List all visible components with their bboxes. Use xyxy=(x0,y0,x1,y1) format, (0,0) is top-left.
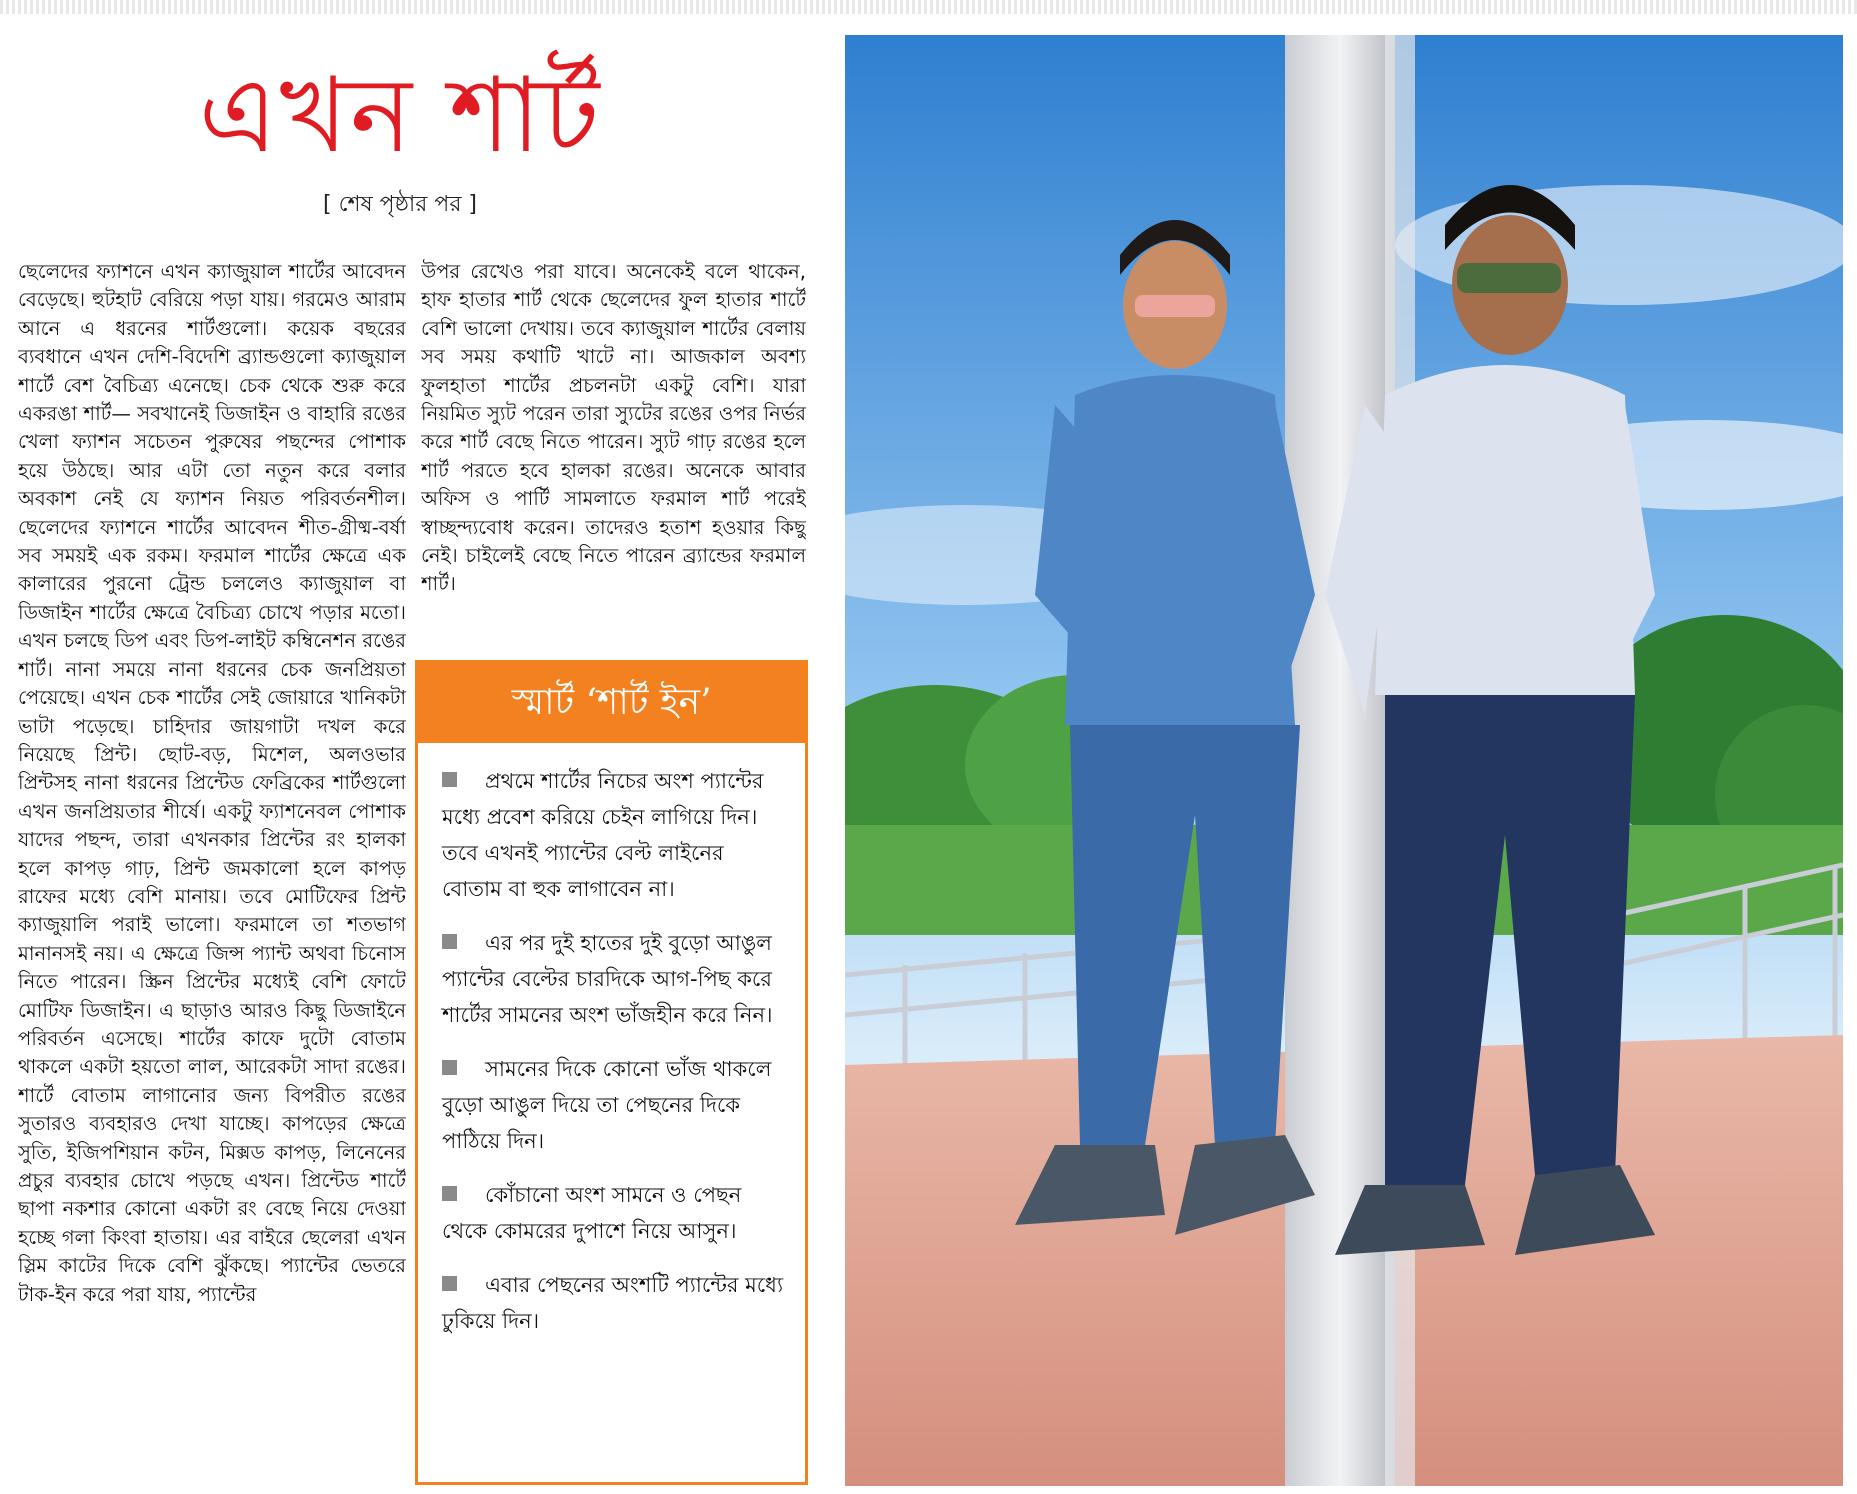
square-bullet-icon xyxy=(442,1186,457,1201)
tip-item xyxy=(440,1177,785,1249)
tip-item xyxy=(440,925,785,1033)
sidebar-title: স্মার্ট ‘শার্ট ইন’ xyxy=(418,663,805,743)
fashion-photo xyxy=(845,35,1843,1486)
square-bullet-icon xyxy=(442,934,457,949)
top-border-rule xyxy=(0,0,1857,14)
tip-text: এবার পেছনের অংশটি প্যান্টের মধ্যে ঢুকিয়ে দিন। xyxy=(442,1273,784,1333)
tips-list xyxy=(440,763,785,1357)
tip-item xyxy=(440,1051,785,1159)
square-bullet-icon xyxy=(442,1276,457,1291)
article-column-2: উপর রেখেও পরা যাবে। অনেকেই বলে থাকেন, হাফ হাতার শার্ট থেকে ছেলেদের ফুল হাতার শার্টে বেশি ভালো দেখায়। তবে ক্যাজুয়াল শার্টের বেলায় সব সময় কথাটি খাটে না। আজকাল অবশ্য ফুলহাতা শার্টের প্রচলনটা একটু বেশি। যারা নিয়মিত স্যুট পরেন তারা স্যুটের রঙের ওপর নির্ভর করে শার্ট বেছে নিতে পারেন। স্যুট গাঢ় রঙের হলে শার্ট পরতে হবে হালকা রঙের। অনেকে আবার অফিস ও পার্টি সামলাতে ফরমাল শার্ট পরেই স্বাচ্ছন্দ্যবোধ করেন। তাদেরও হতাশ হওয়ার কিছু নেই। চাইলেই বেছে নিতে পারেন ব্র্যান্ডের ফরমাল শার্ট। xyxy=(421,260,806,596)
tip-text: এর পর দুই হাতের দুই বুড়ো আঙুল প্যান্টের বেল্টের চারদিকে আগ-পিছ করে শার্টের সামনের অংশ ভাঁজহীন করে নিন। xyxy=(442,931,773,1027)
square-bullet-icon xyxy=(442,1060,457,1075)
lamp-post xyxy=(1285,35,1395,1486)
article-headline: এখন শার্ট xyxy=(198,54,602,176)
tip-text: সামনের দিকে কোনো ভাঁজ থাকলে বুড়ো আঙুল দিয়ে তা পেছনের দিকে পাঠিয়ে দিন। xyxy=(442,1057,772,1153)
article-column-1: ছেলেদের ফ্যাশনে এখন ক্যাজুয়াল শার্টের আবেদন বেড়েছে। হুটহাট বেরিয়ে পড়া যায়। গরমেও আরাম আনে এ ধরনের শার্টগুলো। কয়েক বছরের ব্যবধানে এখন দেশি-বিদেশি ব্র্যান্ডগুলো ক্যাজুয়াল শার্টে বেশ বৈচিত্র্য এনেছে। চেক থেকে শুরু করে একরঙা শার্ট— সবখানেই ডিজাইন ও বাহারি রঙের খেলা ফ্যাশন সচেতন পুরুষের পছন্দের পোশাক হয়ে উঠছে। আর এটা তো নতুন করে বলার অবকাশ নেই যে ফ্যাশন নিয়ত পরিবর্তনশীল। ছেলেদের ফ্যাশনে শার্টের আবেদন শীত-গ্রীষ্ম-বর্ষা সব সময়ই এক রকম। ফরমাল শার্টের ক্ষেত্রে এক কালারের পুরনো ট্রেন্ড চললেও ক্যাজুয়াল বা ডিজাইন শার্টের ক্ষেত্রে বৈচিত্র্য চোখে পড়ার মতো। এখন চলছে ডিপ এবং ডিপ-লাইট কম্বিনেশন রঙের শার্ট। নানা সময়ে নানা ধরনের চেক জনপ্রিয়তা পেয়েছে। এখন চেক শার্টের সেই জোয়ারে খানিকটা ভাটা পড়েছে। চাহিদার জায়গাটা দখল করে নিয়েছে প্রিন্ট। ছোট-বড়, মিশেল, অলওভার প্রিন্টসহ নানা ধরনের প্রিন্টেড ফেব্রিকের শার্টগুলো এখন জনপ্রিয়তার শীর্ষে। একটু ফ্যাশনেবল পোশাক যাদের পছন্দ, তারা এখনকার প্রিন্টের রং হালকা হলে কাপড় গাঢ়, প্রিন্ট জমকালো হলে কাপড় রাফের মধ্যে বেশি মানায়। তবে মোটিফের প্রিন্ট ক্যাজুয়ালি পরাই ভালো। ফরমালে তা শতভাগ মানানসই নয়। এ ক্ষেত্রে জিন্স প্যান্ট অথবা চিনোস নিতে পারেন। স্ক্রিন প্রিন্টের মধ্যেই বেশি ফোটে মোটিফ ডিজাইন। এ ছাড়াও আরও কিছু ডিজাইনে পরিবর্তন এসেছে। শার্টের কাফে দুটো বোতাম থাকলে একটা হয়তো লাল, আরেকটা সাদা রঙের। শার্টে বোতাম লাগানোর জন্য বিপরীত রঙের সুতারও ব্যবহারও দেখা যাচ্ছে। কাপড়ের ক্ষেত্রে সুতি, ইজিপশিয়ান কটন, মিক্সড কাপড়, লিনেনের প্রচুর ব্যবহার চোখে পড়ছে এখন। প্রিন্টেড শার্টে ছাপা নকশার কোনো একটা রং বেছে নিয়ে দেওয়া হচ্ছে গলা কিংবা হাতায়। এর বাইরে ছেলেরা এখন স্লিম কাটের দিকে বেশি ঝুঁকছে। প্যান্টের ভেতরে টাক-ইন করে পরা যায়, প্যান্টের xyxy=(18,260,406,1306)
tip-text: প্রথমে শার্টের নিচের অংশ প্যান্টের মধ্যে প্রবেশ করিয়ে চেইন লাগিয়ে দিন। তবে এখনই প্যান্টের বেল্ট লাইনের বোতাম বা হুক লাগাবেন না। xyxy=(442,769,764,901)
tip-item xyxy=(440,763,785,907)
square-bullet-icon xyxy=(442,772,457,787)
continued-from-label: [ শেষ পৃষ্ঠার পর ] xyxy=(323,192,477,217)
sidebar-tips-box xyxy=(415,660,808,1485)
tip-text: কোঁচানো অংশ সামনে ও পেছন থেকে কোমরের দুপাশে নিয়ে আসুন। xyxy=(442,1183,742,1243)
photo-illustration xyxy=(845,35,1843,1486)
tip-item xyxy=(440,1267,785,1339)
